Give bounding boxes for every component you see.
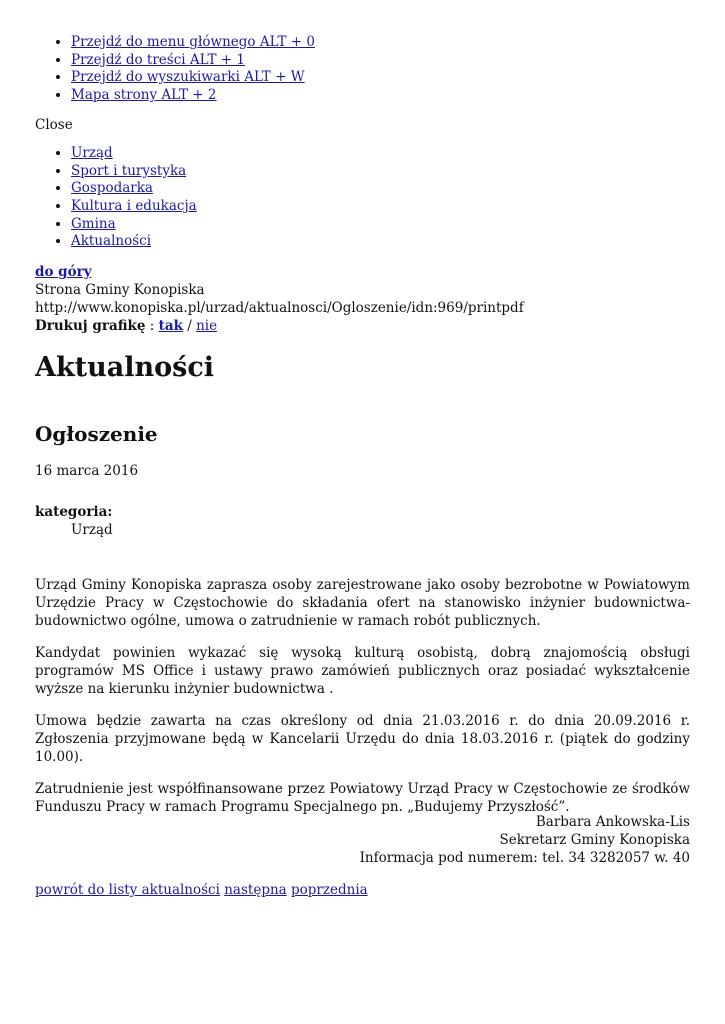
article-pager	[35, 881, 368, 899]
nav-item-gmina[interactable]: Gmina	[71, 215, 116, 232]
article-date: 16 marca 2016	[35, 463, 139, 479]
skip-link-item	[71, 52, 315, 70]
nav-item-urzad[interactable]: Urząd	[71, 145, 113, 161]
separator: :	[145, 318, 159, 334]
article-paragraph: Urząd Gminy Konopiska zaprasza osoby zarejestrowane jako osoby bezrobotne w Powiatowym Urzędzie Pracy w Częstochowie do składania ofert na stanowisko inżynier budownictwa-budownictwo ogólne, umowa o zatrudnienie w ramach robót publicznych.	[35, 577, 690, 629]
nav-item	[71, 145, 197, 163]
nav-item-sport[interactable]: Sport i turystyka	[71, 162, 187, 179]
skip-link-item	[71, 69, 315, 87]
skip-links-list	[35, 34, 315, 105]
article-body	[35, 576, 690, 830]
page-title: Aktualności	[35, 352, 215, 383]
back-to-list-link[interactable]: powrót do listy aktualności	[35, 882, 220, 898]
article-paragraph: Umowa będzie zawarta na czas określony od dnia 21.03.2016 r. do dnia 20.09.2016 r. Zgłoszenia przyjmowane będą w Kancelarii Urzędu do dnia 18.03.2016 r. (piątek do godziny 10.00).	[35, 713, 690, 765]
close-label[interactable]: Close	[35, 117, 73, 133]
article-paragraph: Kandydat powinien wykazać się wysoką kulturą osobistą, dobrą znajomością obsługi programów MS Office i ustawy prawo zamówień publicznych oraz posiadać wykształcenie wyższe na kierunku inżynier budownictwa .	[35, 645, 690, 697]
skip-link-item	[71, 87, 315, 105]
nav-item	[71, 180, 197, 198]
nav-item	[71, 233, 197, 251]
skip-to-content-link[interactable]: Przejdź do treści ALT + 1	[71, 51, 245, 68]
article-paragraph: Zatrudnienie jest współfinansowane przez Powiatowy Urząd Pracy w Częstochowie ze środków Funduszu Pracy w ramach Programu Specjalnego pn. „Budujemy Przyszłość”.	[35, 781, 690, 815]
skip-link-item	[71, 34, 315, 52]
signature-contact: Informacja pod numerem: tel. 34 3282057 w. 40	[359, 850, 690, 866]
signature-name: Barbara Ankowska-Lis	[535, 814, 690, 830]
nav-item-gospodarka[interactable]: Gospodarka	[71, 180, 153, 197]
skip-to-menu-link[interactable]: Przejdź do menu głównego ALT + 0	[71, 34, 315, 50]
category-value: Urząd	[71, 522, 113, 538]
print-graphics-row	[35, 317, 524, 335]
nav-item	[71, 163, 197, 181]
nav-item-kultura[interactable]: Kultura i edukacja	[71, 198, 197, 215]
nav-item	[71, 216, 197, 234]
article-category	[35, 503, 113, 539]
category-label: kategoria:	[35, 504, 113, 520]
separator: /	[182, 318, 197, 334]
previous-link[interactable]: poprzednia	[291, 882, 368, 898]
print-header	[35, 263, 524, 335]
back-to-top-link[interactable]: do góry	[35, 264, 92, 280]
site-name: Strona Gminy Konopiska	[35, 282, 205, 298]
nav-item-aktualnosci[interactable]: Aktualności	[71, 233, 152, 250]
print-graphics-no-link[interactable]: nie	[196, 318, 218, 334]
next-link[interactable]: następna	[224, 882, 287, 898]
skip-to-search-link[interactable]: Przejdź do wyszukiwarki ALT + W	[71, 69, 305, 86]
print-graphics-label: Drukuj grafikę	[35, 318, 146, 334]
nav-item	[71, 198, 197, 216]
main-nav	[35, 145, 197, 251]
signature-role: Sekretarz Gminy Konopiska	[499, 832, 690, 848]
page-url: http://www.konopiska.pl/urzad/aktualnosci/Ogloszenie/idn:969/printpdf	[35, 300, 524, 316]
signature	[360, 813, 690, 867]
sitemap-link[interactable]: Mapa strony ALT + 2	[71, 87, 217, 104]
print-graphics-yes-link[interactable]: tak	[158, 318, 183, 334]
article-title: Ogłoszenie	[35, 422, 158, 446]
